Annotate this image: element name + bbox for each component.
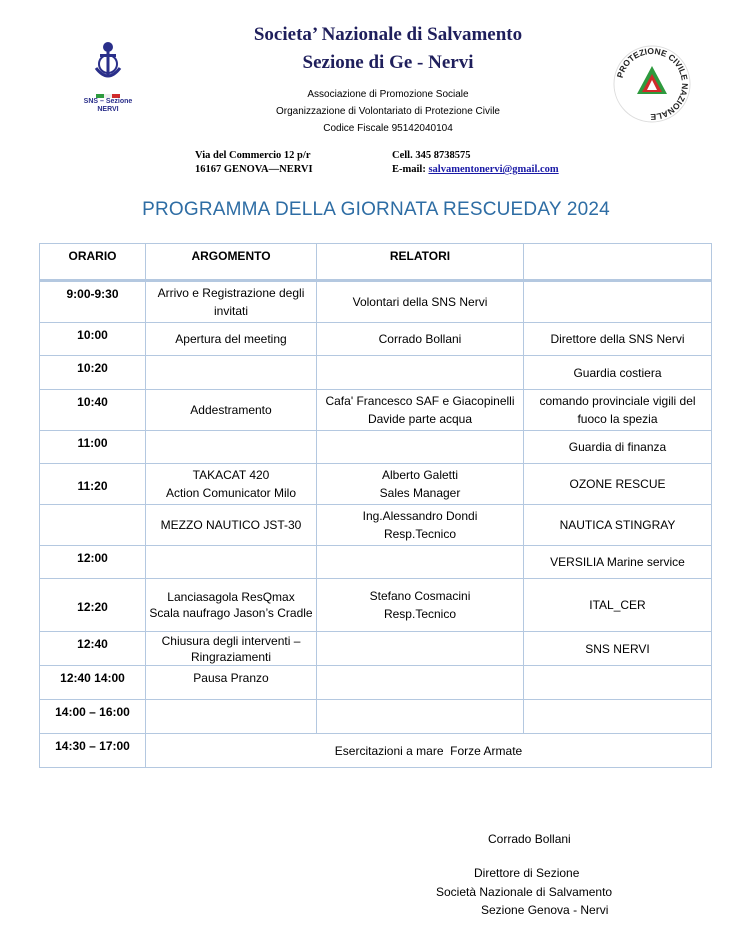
merged-activity-cell: Esercitazioni a mare Forze Armate: [146, 734, 712, 768]
logo-ring-text: PROTEZIONE CIVILE NAZIONALE: [614, 45, 691, 123]
table-row: [40, 700, 712, 734]
org-cell: [524, 281, 712, 323]
table-row: [40, 666, 712, 700]
table-row: [40, 356, 712, 390]
time-cell: 12:40: [40, 632, 146, 666]
column-header-extra: [524, 244, 712, 281]
column-header-orario: ORARIO: [40, 244, 146, 281]
speaker-cell: Alberto Galetti Sales Manager: [317, 464, 524, 505]
topic-cell: Chiusura degli interventi – Ringraziamenti: [146, 632, 317, 666]
speaker-cell: [317, 700, 524, 734]
speaker-cell: Corrado Bollani: [317, 323, 524, 356]
signature-name: Corrado Bollani: [488, 832, 571, 846]
org-cell: Direttore della SNS Nervi: [524, 323, 712, 356]
table-row: [40, 464, 712, 505]
table-row: [40, 390, 712, 431]
table-row: [40, 431, 712, 464]
time-cell: 12:20: [40, 579, 146, 632]
table-row: [40, 505, 712, 546]
topic-cell: Apertura del meeting: [146, 323, 317, 356]
table-row: [40, 281, 712, 323]
org-cell: NAUTICA STINGRAY: [524, 505, 712, 546]
speaker-cell: [317, 356, 524, 390]
org-name: Societa’ Nazionale di Salvamento: [253, 24, 523, 45]
speaker-cell: [317, 431, 524, 464]
org-cell: VERSILIA Marine service: [524, 546, 712, 579]
protezione-civile-logo: [612, 44, 692, 124]
address-line-2: 16167 GENOVA—NERVI: [195, 164, 313, 175]
org-section: Sezione di Ge - Nervi: [302, 52, 474, 73]
time-cell: 12:00: [40, 546, 146, 579]
time-cell: 14:30 – 17:00: [40, 734, 146, 768]
org-cell: Guardia costiera: [524, 356, 712, 390]
topic-cell: [146, 356, 317, 390]
signature-role: Direttore di Sezione: [474, 866, 580, 880]
email-label: E-mail:: [392, 164, 429, 175]
email-link[interactable]: salvamentonervi@gmail.com: [428, 164, 559, 175]
org-cell: [524, 700, 712, 734]
program-title: PROGRAMMA DELLA GIORNATA RESCUEDAY 2024: [142, 199, 610, 220]
column-header-relatori: RELATORI: [317, 244, 524, 281]
speaker-cell: [317, 666, 524, 700]
time-cell: 12:40 14:00: [40, 666, 146, 700]
speaker-cell: [317, 546, 524, 579]
topic-cell: TAKACAT 420 Action Comunicator Milo: [146, 464, 317, 505]
speaker-cell: Ing.Alessandro Dondi Resp.Tecnico: [317, 505, 524, 546]
time-cell: 9:00-9:30: [40, 281, 146, 323]
table-row: [40, 546, 712, 579]
speaker-cell: Cafa' Francesco SAF e Giacopinelli Davide parte acqua: [317, 390, 524, 431]
topic-cell: Lanciasagola ResQmax Scala naufrago Jason’s Cradle: [146, 579, 317, 632]
org-cell: [524, 666, 712, 700]
tax-code: Codice Fiscale 95142040104: [323, 123, 453, 134]
topic-cell: [146, 700, 317, 734]
logo-caption-2: NERVI: [97, 106, 119, 113]
table-row: [40, 323, 712, 356]
time-cell: 10:40: [40, 390, 146, 431]
topic-cell: [146, 546, 317, 579]
table-header-row: [40, 244, 712, 281]
table-row: [40, 734, 712, 768]
table-row: [40, 632, 712, 666]
assoc-line: Associazione di Promozione Sociale: [307, 89, 469, 100]
volunteer-line: Organizzazione di Volontariato di Protezione Civile: [275, 106, 500, 117]
address-line-1: Via del Commercio 12 p/r: [195, 150, 311, 161]
speaker-cell: [317, 632, 524, 666]
time-cell: [40, 505, 146, 546]
schedule-table: [39, 243, 712, 768]
table-row: [40, 579, 712, 632]
time-cell: 11:00: [40, 431, 146, 464]
time-cell: 10:00: [40, 323, 146, 356]
signature-org: Società Nazionale di Salvamento: [436, 885, 613, 899]
topic-cell: Arrivo e Registrazione degli invitati: [146, 281, 317, 323]
sns-logo: [78, 38, 138, 114]
topic-cell: Addestramento: [146, 390, 317, 431]
logo-caption-1: SNS – Sezione: [83, 98, 133, 105]
time-cell: 10:20: [40, 356, 146, 390]
org-cell: OZONE RESCUE: [524, 464, 712, 505]
org-cell: SNS NERVI: [524, 632, 712, 666]
org-cell: ITAL_CER: [524, 579, 712, 632]
org-cell: Guardia di finanza: [524, 431, 712, 464]
topic-cell: MEZZO NAUTICO JST-30: [146, 505, 317, 546]
topic-cell: Pausa Pranzo: [146, 666, 317, 700]
speaker-cell: Volontari della SNS Nervi: [317, 281, 524, 323]
signature-section: Sezione Genova - Nervi: [481, 903, 609, 917]
phone: Cell. 345 8738575: [392, 150, 471, 161]
org-cell: comando provinciale vigili del fuoco la spezia: [524, 390, 712, 431]
speaker-cell: Stefano Cosmacini Resp.Tecnico: [317, 579, 524, 632]
time-cell: 11:20: [40, 464, 146, 505]
column-header-argomento: ARGOMENTO: [146, 244, 317, 281]
topic-cell: [146, 431, 317, 464]
time-cell: 14:00 – 16:00: [40, 700, 146, 734]
email-row: [392, 164, 559, 175]
